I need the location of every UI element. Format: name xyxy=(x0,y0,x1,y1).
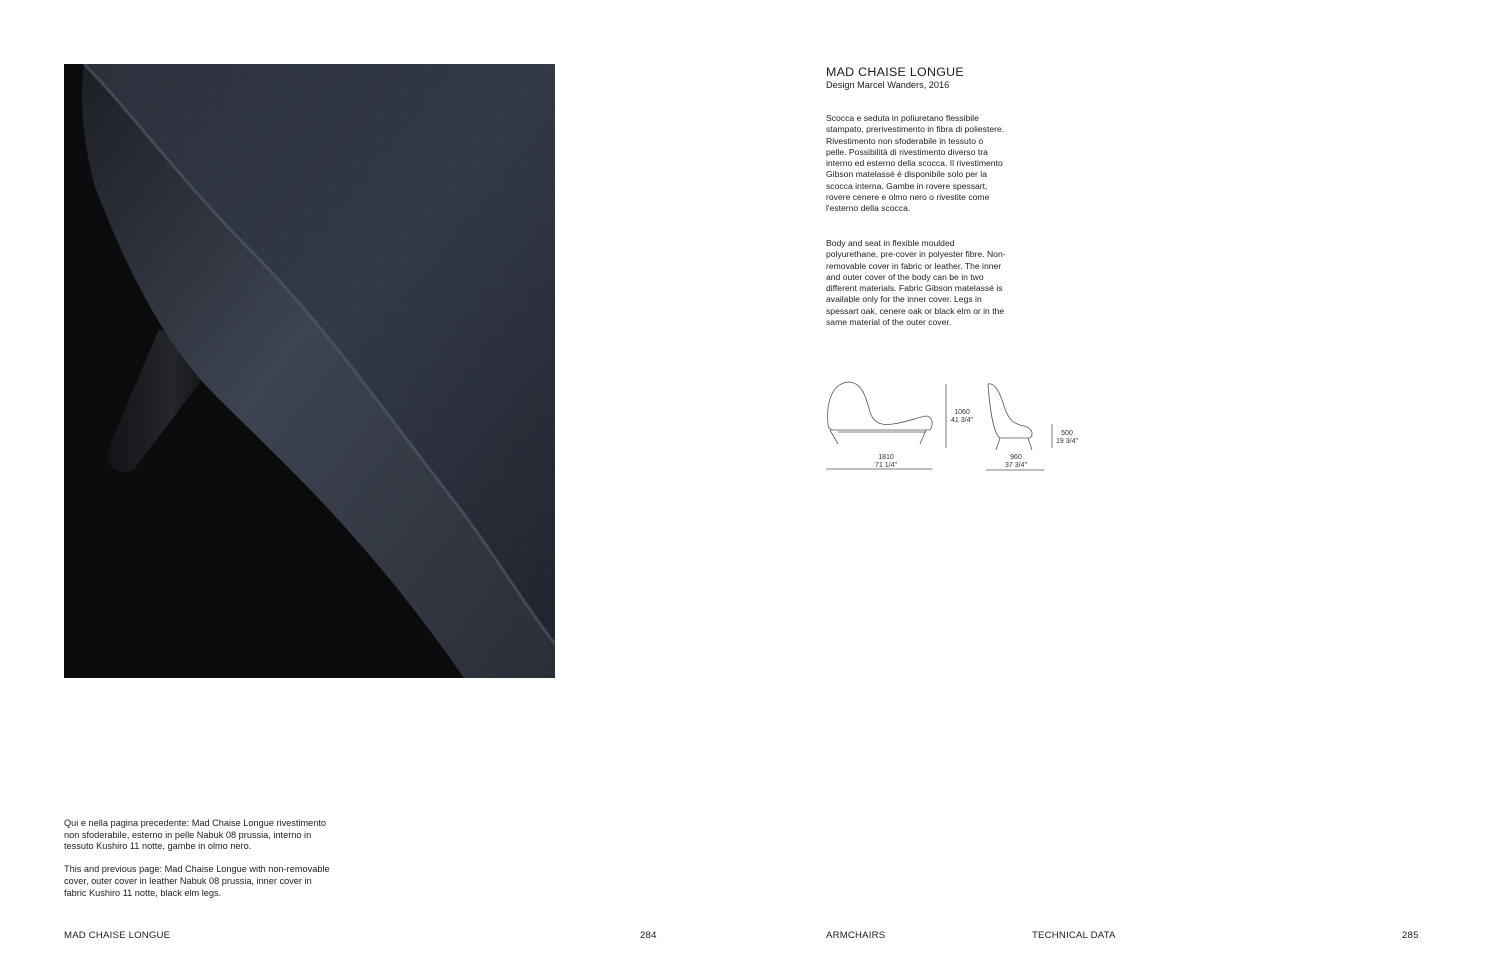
technical-drawings xyxy=(818,372,1098,482)
photo-caption xyxy=(64,818,334,911)
height-in: 41 3/4" xyxy=(951,416,973,424)
seat-height-mm: 500 xyxy=(1061,430,1073,437)
seat-height-in: 19 3/4" xyxy=(1056,437,1078,445)
height-mm: 1060 xyxy=(954,409,970,416)
front-width-in: 71 1/4" xyxy=(875,461,897,469)
footer-section: ARMCHAIRS xyxy=(826,930,886,941)
product-photo xyxy=(64,64,555,678)
product-title: MAD CHAISE LONGUE xyxy=(826,65,964,79)
side-depth-in: 37 3/4" xyxy=(1005,461,1027,469)
footer-left-title: MAD CHAISE LONGUE xyxy=(64,930,171,941)
footer-left-page-number: 284 xyxy=(640,930,657,941)
front-width-label xyxy=(856,454,916,469)
description-italian: Scocca e seduta in poliuretano flessibile stampato, prerivestimento in fibra di poliestere. Rivestimento non sfoderabile in tessuto o pelle. Possibilità di rivestimento diverso tra interno ed esterno della scocca. Il rivestimento Gibson matelassé è disponibile solo per la scocca interna. Gambe in rovere spessart, rovere cenere e olmo nero o rivestite come l'esterno della scocca. xyxy=(826,113,1005,214)
product-heading xyxy=(826,65,1016,91)
designer-credit: Design Marcel Wanders, 2016 xyxy=(826,80,950,90)
side-depth-mm: 960 xyxy=(1010,454,1022,461)
front-width-mm: 1810 xyxy=(878,454,894,461)
seat-height-label xyxy=(1052,430,1082,445)
front-view-outline xyxy=(828,382,932,430)
description-english: Body and seat in flexible moulded polyurethane, pre-cover in polyester fibre. Non-removable cover in fabric or leather. The inner and outer cover of the body can be in two different materials. Fabric Gibson matelassé is available only for the inner cover. Legs in spessart oak, cenere oak or black elm or in the same material of the outer cover. xyxy=(826,238,1006,328)
caption-italian: Qui e nella pagina precedente: Mad Chaise Longue rivestimento non sfoderabile, esterno in pelle Nabuk 08 prussia, interno in tessuto Kushiro 11 notte, gambe in olmo nero. xyxy=(64,818,327,852)
footer-right-page-number: 285 xyxy=(1402,930,1419,941)
height-label xyxy=(946,409,978,424)
chair-closeup-image xyxy=(64,64,555,678)
footer-subsection: TECHNICAL DATA xyxy=(1032,930,1116,941)
caption-english: This and previous page: Mad Chaise Longue with non-removable cover, outer cover in leather Nabuk 08 prussia, inner cover in fabric Kushiro 11 notte, black elm legs. xyxy=(64,864,330,898)
side-view-outline xyxy=(988,384,1032,438)
side-depth-label xyxy=(1000,454,1032,469)
